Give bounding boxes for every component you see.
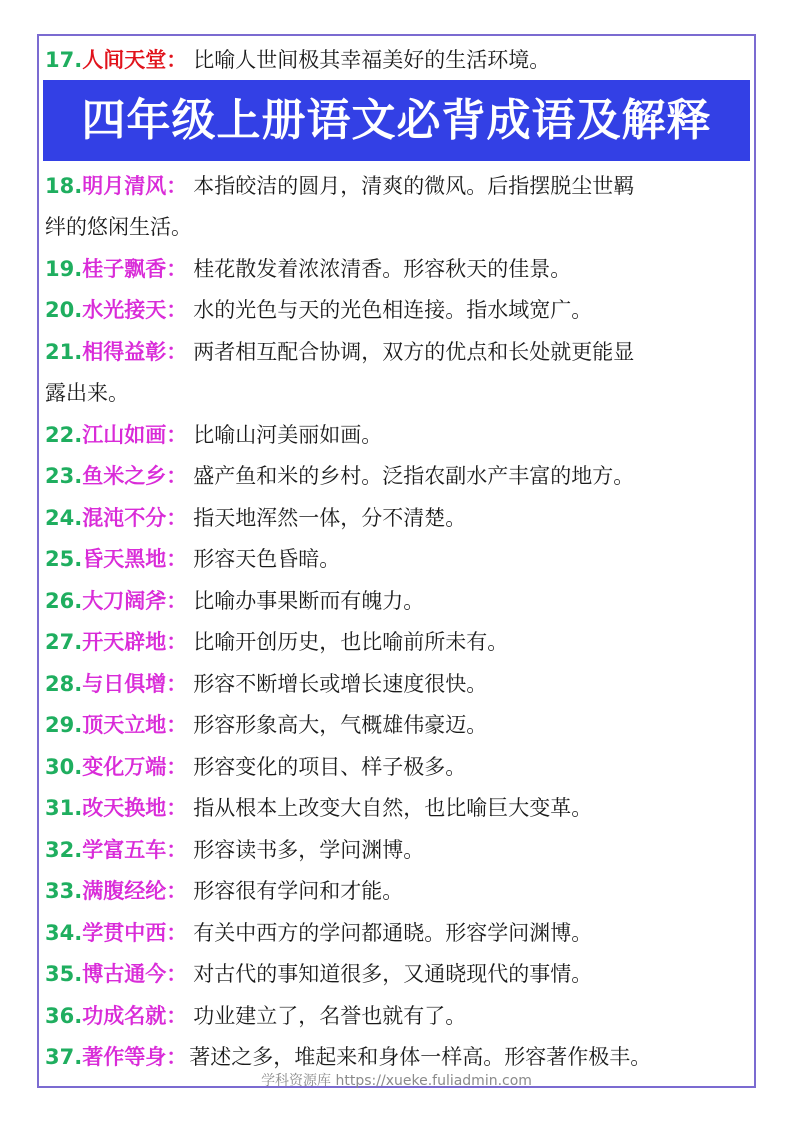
entry-term: 江山如画： (82, 423, 188, 447)
entry-number: 33. (45, 879, 83, 903)
entry-definition: 形容不断增长或增长速度很快。 (193, 672, 488, 696)
entry-definition: 功业建立了，名誉也就有了。 (193, 1004, 467, 1028)
idiom-entry-32 (45, 830, 755, 871)
entry-term: 相得益彰： (82, 340, 188, 364)
entry-term: 鱼米之乡： (82, 464, 188, 488)
idiom-entry-22 (45, 415, 755, 456)
idiom-entry-34 (45, 913, 755, 954)
idiom-entry-20 (45, 290, 755, 331)
idiom-entry-26 (45, 581, 755, 622)
entry-definition: 指天地浑然一体，分不清楚。 (193, 506, 467, 530)
entry-definition: 比喻办事果断而有魄力。 (193, 589, 425, 613)
entry-number: 18. (45, 174, 83, 198)
entry-term: 桂子飘香： (82, 257, 188, 281)
idiom-entry-33 (45, 871, 755, 912)
entry-definition: 比喻山河美丽如画。 (193, 423, 383, 447)
entry-number: 23. (45, 464, 83, 488)
entry-term: 变化万端： (82, 755, 188, 779)
entry-number: 22. (45, 423, 83, 447)
watermark-footer: 学科资源库 https://xueke.fuliadmin.com (261, 1073, 532, 1089)
entry-term: 改天换地： (82, 796, 188, 820)
entry-definition-continued: 绊的悠闲生活。 (45, 215, 192, 239)
entry-term: 满腹经纶： (82, 879, 188, 903)
entry-definition: 著述之多，堆起来和身体一样高。形容著作极丰。 (189, 1045, 652, 1069)
entry-definition: 桂花散发着浓浓清香。形容秋天的佳景。 (193, 257, 572, 281)
entry-number: 36. (45, 1004, 83, 1028)
idiom-entry-31 (45, 788, 755, 829)
idiom-entry-25 (45, 539, 755, 580)
entry-number: 24. (45, 506, 83, 530)
entry-term: 昏天黑地： (82, 547, 188, 571)
entry-term: 明月清风： (82, 174, 188, 198)
entry-number: 25. (45, 547, 83, 571)
idiom-entry-27 (45, 622, 755, 663)
entry-definition: 比喻开创历史，也比喻前所未有。 (193, 630, 509, 654)
entry-number: 27. (45, 630, 83, 654)
entry-number: 37. (45, 1045, 83, 1069)
entry-definition: 比喻人世间极其幸福美好的生活环境。 (193, 48, 551, 72)
entry-number: 31. (45, 796, 83, 820)
entry-definition: 对古代的事知道很多，又通晓现代的事情。 (193, 962, 593, 986)
entry-term: 水光接天： (82, 298, 188, 322)
entry-number: 20. (45, 298, 83, 322)
entry-term: 著作等身： (82, 1045, 188, 1069)
entry-term: 顶天立地： (82, 713, 188, 737)
entry-term: 人间天堂： (82, 48, 188, 72)
entry-definition: 本指皎洁的圆月，清爽的微风。后指摆脱尘世羁 (193, 174, 635, 198)
idiom-entry-18 (45, 166, 755, 207)
entry-number: 21. (45, 340, 83, 364)
entry-term: 混沌不分： (82, 506, 188, 530)
entry-number: 29. (45, 713, 83, 737)
entry-definition: 形容读书多，学问渊博。 (193, 838, 425, 862)
entry-definition: 有关中西方的学问都通晓。形容学问渊博。 (193, 921, 593, 945)
entry-number: 19. (45, 257, 83, 281)
idiom-entry-24 (45, 498, 755, 539)
entry-term: 大刀阔斧： (82, 589, 188, 613)
entry-definition-continued: 露出来。 (45, 381, 129, 405)
entry-number: 28. (45, 672, 83, 696)
idiom-entry-17 (45, 40, 755, 81)
idiom-entry-30 (45, 747, 755, 788)
entry-term: 与日俱增： (82, 672, 188, 696)
idiom-entry-28 (45, 664, 755, 705)
idiom-entry-35 (45, 954, 755, 995)
idiom-entry-23 (45, 456, 755, 497)
entry-definition: 形容天色昏暗。 (193, 547, 341, 571)
entry-definition: 形容变化的项目、样子极多。 (193, 755, 467, 779)
entry-definition: 形容形象高大，气概雄伟豪迈。 (193, 713, 488, 737)
entry-number: 34. (45, 921, 83, 945)
entry-definition: 两者相互配合协调，双方的优点和长处就更能显 (193, 340, 635, 364)
entry-number: 17. (45, 48, 83, 72)
entry-definition: 指从根本上改变大自然，也比喻巨大变革。 (193, 796, 593, 820)
entry-number: 30. (45, 755, 83, 779)
entry-number: 32. (45, 838, 83, 862)
entry-definition: 盛产鱼和米的乡村。泛指农副水产丰富的地方。 (193, 464, 635, 488)
idiom-entry-29 (45, 705, 755, 746)
entry-term: 开天辟地： (82, 630, 188, 654)
idiom-entry-36 (45, 996, 755, 1037)
entry-number: 35. (45, 962, 83, 986)
entry-definition: 形容很有学问和才能。 (193, 879, 404, 903)
entry-number: 26. (45, 589, 83, 613)
idiom-entry-19 (45, 249, 755, 290)
entry-term: 学贯中西： (82, 921, 188, 945)
entry-definition: 水的光色与天的光色相连接。指水域宽广。 (193, 298, 593, 322)
idiom-entry-21 (45, 332, 755, 373)
page-title-banner: 四年级上册语文必背成语及解释 (43, 80, 750, 161)
entry-term: 博古通今： (82, 962, 188, 986)
entry-term: 学富五车： (82, 838, 188, 862)
entry-term: 功成名就： (82, 1004, 188, 1028)
